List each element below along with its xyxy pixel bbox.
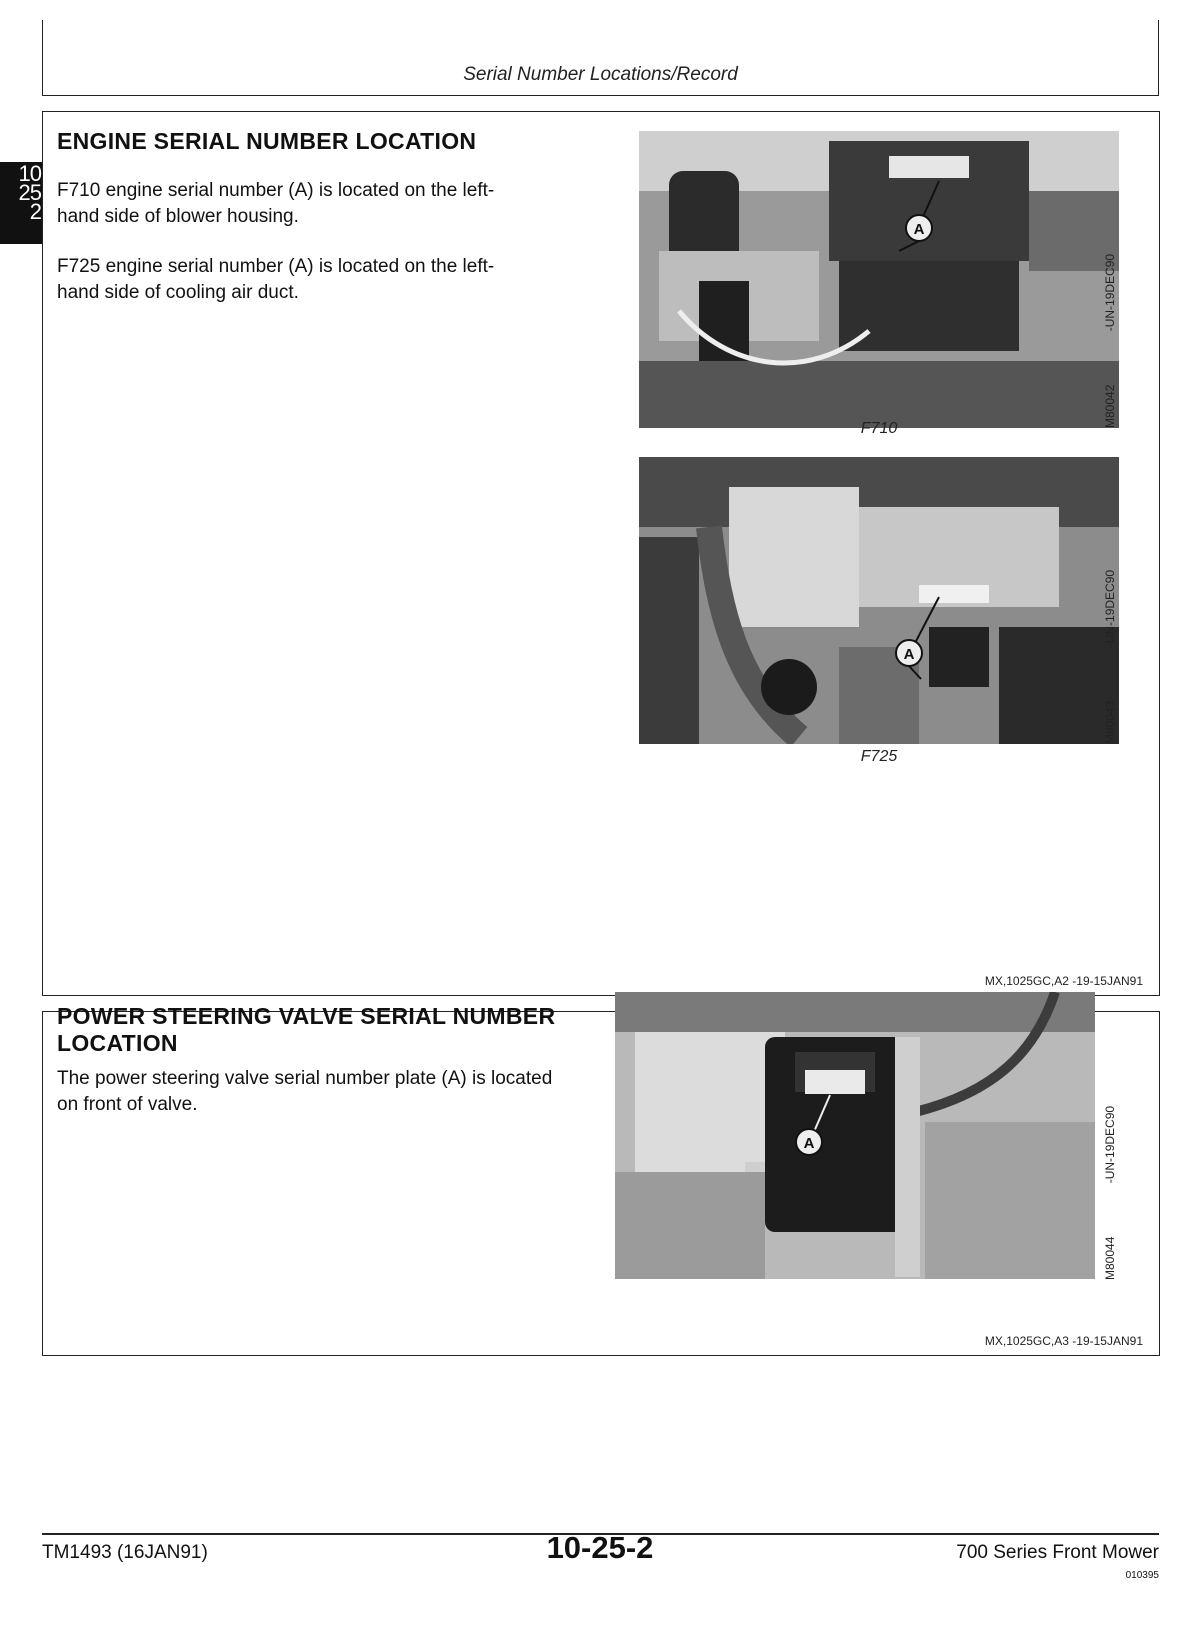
f710-engine-photo — [639, 131, 1119, 428]
power-steering-valve-photo — [615, 992, 1095, 1279]
power-steering-title-line-2: LOCATION — [57, 1030, 178, 1056]
engine-serial-section — [42, 111, 1160, 996]
f725-photo-code: M80043 -UN-19DEC90 — [1103, 569, 1117, 744]
manual-number: TM1493 (16JAN91) — [42, 1542, 208, 1563]
product-name: 700 Series Front Mower — [956, 1542, 1159, 1563]
f710-caption: F710 — [860, 420, 898, 437]
f710-callout-label: A — [913, 221, 925, 238]
section2-reference-code: MX,1025GC,A3 -19-15JAN91 — [984, 1334, 1143, 1348]
power-steering-section — [42, 1003, 1160, 1356]
section-tab — [0, 162, 42, 244]
f725-callout-label: A — [903, 646, 915, 663]
section1-reference-code: MX,1025GC,A2 -19-15JAN91 — [984, 974, 1143, 988]
engine-section-title: ENGINE SERIAL NUMBER LOCATION — [57, 128, 477, 154]
power-steering-title-line-1: POWER STEERING VALVE SERIAL NUMBER — [57, 1003, 556, 1029]
valve-callout-label: A — [803, 1135, 815, 1152]
page-header-title: Serial Number Locations/Record — [463, 64, 738, 85]
section-tab-line-3: 2 — [29, 199, 41, 224]
page-number: 10-25-2 — [546, 1530, 654, 1565]
f725-engine-photo — [639, 457, 1119, 744]
f710-photo-code: M80042 -UN-19DEC90 — [1103, 253, 1117, 428]
valve-photo-code: M80044 -UN-19DEC90 — [1103, 1105, 1117, 1280]
print-code: 010395 — [1125, 1570, 1159, 1581]
engine-paragraph-f710: F710 engine serial number (A) is located on the left-hand side of blower housing. — [57, 180, 495, 227]
engine-paragraph-f725: F725 engine serial number (A) is located on the left-hand side of cooling air duct. — [57, 256, 495, 303]
section-tab-line-1: 10 — [18, 161, 41, 186]
header-bottom-rule — [42, 95, 1159, 96]
power-steering-paragraph: The power steering valve serial number plate (A) is located on front of valve. — [57, 1068, 553, 1115]
f725-caption: F725 — [860, 748, 898, 765]
section-tab-line-2: 25 — [18, 180, 41, 205]
